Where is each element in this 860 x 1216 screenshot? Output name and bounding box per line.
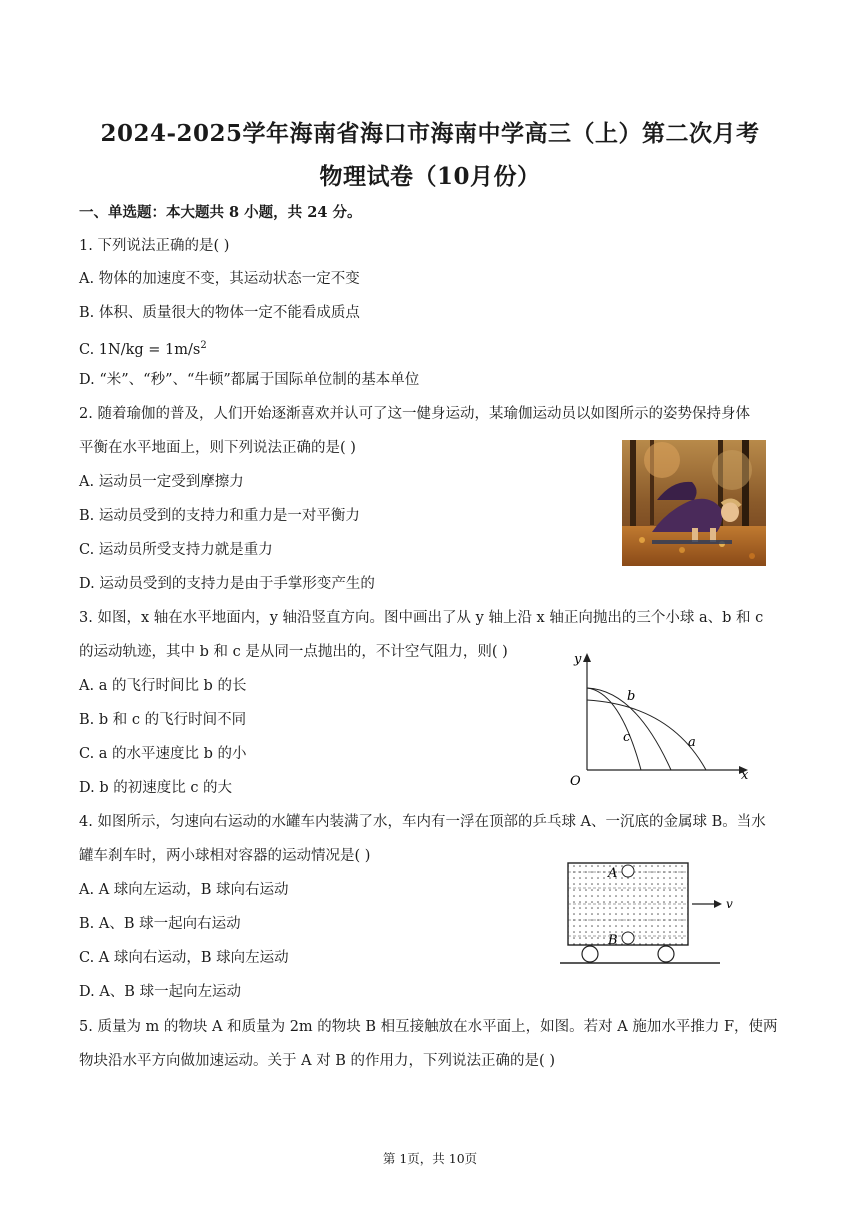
q1-option-a: A. 物体的加速度不变，其运动状态一定不变 bbox=[79, 271, 360, 287]
velocity-label: v bbox=[726, 897, 733, 911]
ball-b bbox=[622, 932, 634, 944]
q1-option-c-exponent: 2 bbox=[200, 340, 207, 351]
wheel-right bbox=[658, 946, 674, 962]
q3-stem-line1: 3. 如图，x 轴在水平地面内，y 轴沿竖直方向。图中画出了从 y 轴上沿 x 轴正向抛出的三个小球 a、b 和 c bbox=[79, 610, 764, 626]
exam-title-line1: 2024-2025学年海南省海口市海南中学高三（上）第二次月考 bbox=[100, 120, 760, 147]
y-axis-arrow bbox=[583, 653, 591, 662]
q3-option-c: C. a 的水平速度比 b 的小 bbox=[79, 746, 247, 762]
q2-option-a: A. 运动员一定受到摩擦力 bbox=[79, 474, 244, 490]
q4-option-a: A. A 球向左运动，B 球向右运动 bbox=[79, 882, 289, 898]
trajectory-a-label: a bbox=[688, 735, 696, 750]
q3-option-a: A. a 的飞行时间比 b 的长 bbox=[79, 678, 247, 694]
section-heading: 一、单选题：本大题共 8 小题，共 24 分。 bbox=[79, 204, 362, 221]
y-axis-label: y bbox=[574, 652, 582, 667]
ball-a bbox=[622, 865, 634, 877]
wheel-left bbox=[582, 946, 598, 962]
q3-stem-line2: 的运动轨迹，其中 b 和 c 是从同一点抛出的，不计空气阻力，则( ) bbox=[79, 644, 508, 660]
q5-stem-line2: 物块沿水平方向做加速运动。关于 A 对 B 的作用力，下列说法正确的是( ) bbox=[79, 1053, 555, 1069]
q4-option-c: C. A 球向右运动，B 球向左运动 bbox=[79, 950, 289, 966]
x-axis-label: x bbox=[741, 768, 749, 783]
yoga-photo bbox=[622, 440, 766, 566]
q2-stem-line1: 2. 随着瑜伽的普及，人们开始逐渐喜欢并认可了这一健身运动，某瑜伽运动员以如图所示的姿势保持身体 bbox=[79, 406, 750, 422]
q2-option-c: C. 运动员所受支持力就是重力 bbox=[79, 542, 273, 558]
q1-option-d: D. “米”、“秒”、“牛顿”都属于国际单位制的基本单位 bbox=[79, 372, 420, 388]
q4-stem-line1: 4. 如图所示，匀速向右运动的水罐车内装满了水，车内有一浮在顶部的乒乓球 A、一沉底的金属球 B。当水 bbox=[79, 814, 766, 830]
q2-option-b: B. 运动员受到的支持力和重力是一对平衡力 bbox=[79, 508, 360, 524]
water-tanker-diagram bbox=[560, 858, 760, 968]
q3-option-b: B. b 和 c 的飞行时间不同 bbox=[79, 712, 247, 728]
q2-option-d: D. 运动员受到的支持力是由于手掌形变产生的 bbox=[79, 576, 375, 592]
q1-option-b: B. 体积、质量很大的物体一定不能看成质点 bbox=[79, 305, 360, 321]
q4-option-b: B. A、B 球一起向右运动 bbox=[79, 916, 241, 932]
q1-stem: 1. 下列说法正确的是( ) bbox=[79, 238, 230, 254]
trajectory-c-label: c bbox=[623, 730, 631, 745]
q1-option-c-text: C. 1N/kg = 1m/s bbox=[79, 341, 201, 358]
q2-stem-line2: 平衡在水平地面上，则下列说法正确的是( ) bbox=[79, 440, 356, 456]
page-footer: 第 1页，共 10页 bbox=[382, 1151, 478, 1166]
projectile-diagram bbox=[560, 650, 760, 790]
ball-a-label: A bbox=[608, 866, 618, 881]
q4-option-d: D. A、B 球一起向左运动 bbox=[79, 984, 242, 1000]
q3-option-d: D. b 的初速度比 c 的大 bbox=[79, 780, 233, 796]
origin-label: O bbox=[570, 774, 581, 789]
trajectory-b-label: b bbox=[627, 689, 636, 704]
ball-b-label: B bbox=[608, 933, 618, 948]
q1-option-c bbox=[79, 336, 207, 360]
q5-stem-line1: 5. 质量为 m 的物块 A 和质量为 2m 的物块 B 相互接触放在水平面上，如图。若对 A 施加水平推力 F，使两 bbox=[79, 1019, 778, 1035]
q4-stem-line2: 罐车刹车时，两小球相对容器的运动情况是( ) bbox=[79, 848, 371, 864]
exam-title-line2: 物理试卷（10月份） bbox=[319, 163, 541, 190]
